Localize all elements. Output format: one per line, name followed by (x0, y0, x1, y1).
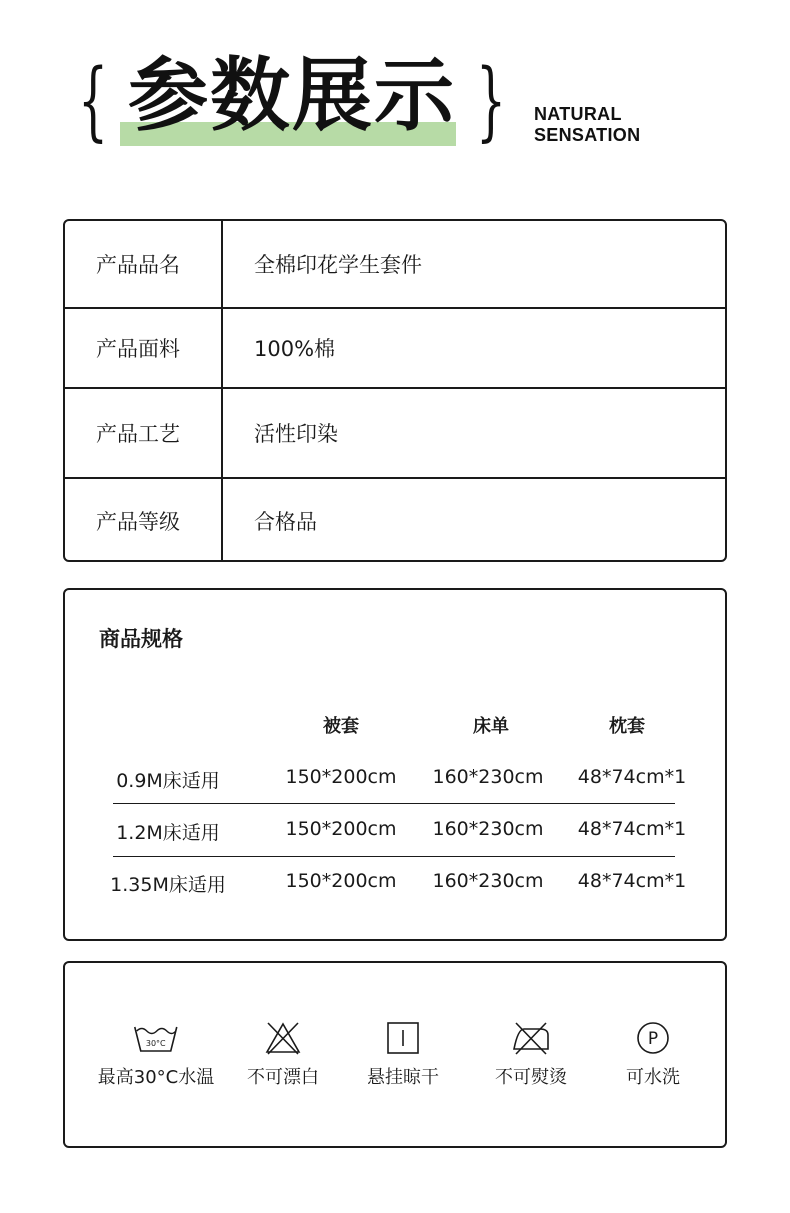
page-title: 参数展示 (128, 49, 456, 142)
spec-pillow-size: 48*74cm*1 (577, 818, 687, 840)
no-iron-icon (510, 1021, 552, 1055)
care-item-no-bleach (247, 1021, 319, 1089)
spec-sheet-size: 160*230cm (432, 766, 544, 788)
page-subtitle (534, 104, 640, 146)
param-row-grade (65, 477, 725, 562)
spec-sheet-size: 160*230cm (432, 818, 544, 840)
subtitle-line-2: SENSATION (534, 125, 641, 145)
care-item-washable (626, 1021, 680, 1089)
param-label: 产品等级 (65, 479, 223, 562)
spec-bed-size: 1.2M床适用 (116, 822, 220, 844)
care-label: 可水洗 (626, 1067, 680, 1088)
care-instructions (63, 961, 727, 1148)
param-label: 产品工艺 (65, 389, 223, 477)
spec-sheet-size: 160*230cm (432, 870, 544, 892)
param-value: 活性印染 (254, 422, 338, 446)
param-label: 产品面料 (65, 309, 223, 387)
spec-row-divider (113, 803, 675, 804)
page-header (0, 0, 790, 200)
spec-bed-size: 1.35M床适用 (110, 874, 226, 896)
param-value: 全棉印花学生套件 (254, 253, 422, 277)
care-label: 最高30°C水温 (97, 1067, 215, 1088)
spec-bed-size: 0.9M床适用 (116, 770, 220, 792)
right-brace: } (476, 51, 507, 151)
care-item-wash (98, 1021, 214, 1089)
spec-row-divider (113, 856, 675, 857)
param-row-craft (65, 387, 725, 477)
wash-30-icon (132, 1021, 180, 1055)
dry-clean-p-icon-text: P (647, 1029, 659, 1049)
spec-header-duvet: 被套 (323, 716, 359, 737)
spec-duvet-size: 150*200cm (285, 870, 397, 892)
param-label: 产品品名 (65, 221, 223, 307)
subtitle-line-1: NATURAL (534, 104, 622, 124)
spec-header-pillow: 枕套 (609, 716, 645, 737)
param-row-fabric (65, 307, 725, 387)
care-label: 悬挂晾干 (367, 1067, 439, 1088)
product-params-table (63, 219, 727, 562)
left-brace: { (78, 51, 109, 151)
hang-dry-icon (386, 1021, 420, 1055)
spec-pillow-size: 48*74cm*1 (577, 870, 687, 892)
param-value: 合格品 (254, 509, 317, 534)
no-bleach-icon (263, 1021, 303, 1055)
spec-header-sheet: 床单 (473, 716, 509, 737)
care-item-no-iron (495, 1021, 567, 1089)
param-row-name (65, 221, 725, 307)
product-spec-table (63, 588, 727, 941)
care-item-hang-dry (367, 1021, 439, 1089)
wash-30-icon-text: 30°C (146, 1039, 166, 1048)
care-label: 不可熨烫 (495, 1067, 567, 1088)
spec-pillow-size: 48*74cm*1 (577, 766, 687, 788)
spec-duvet-size: 150*200cm (285, 766, 397, 788)
care-label: 不可漂白 (247, 1067, 319, 1088)
spec-duvet-size: 150*200cm (285, 818, 397, 840)
dry-clean-p-icon (636, 1021, 670, 1055)
spec-title: 商品规格 (99, 627, 183, 651)
param-value: 100%棉 (254, 337, 336, 361)
